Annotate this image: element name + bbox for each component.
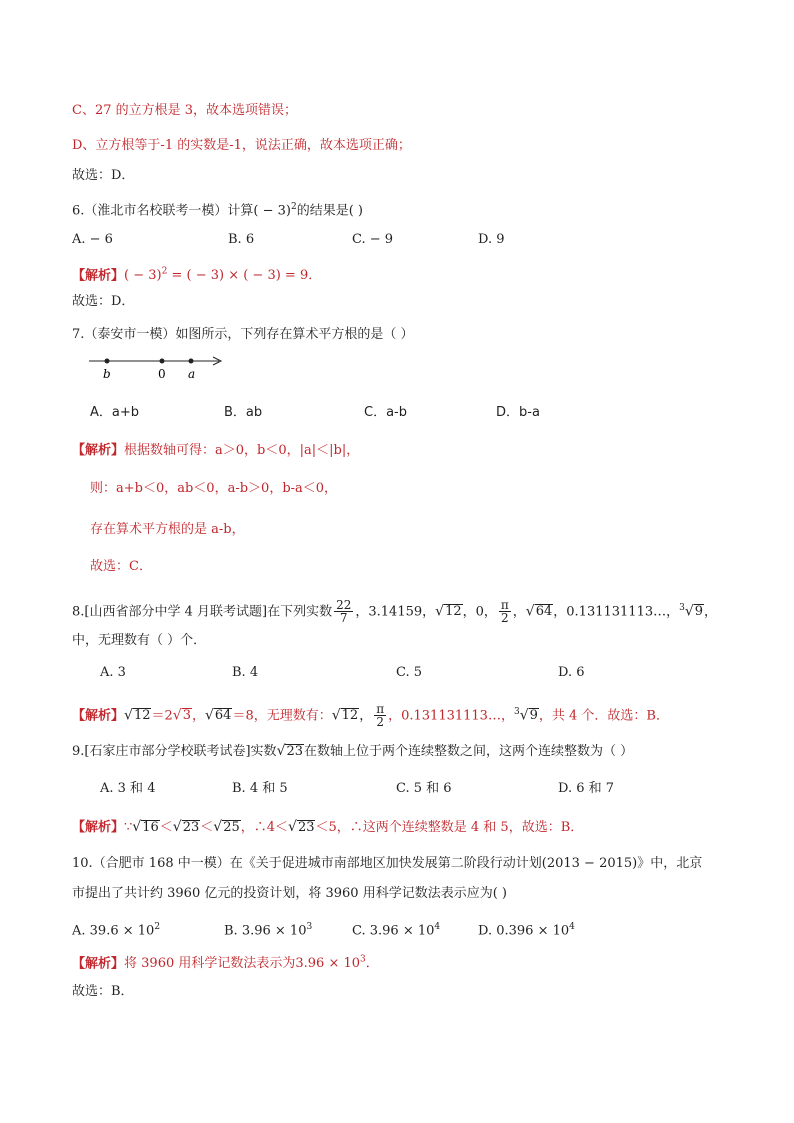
q9-option-a: A. 3 和 4 [100,781,156,796]
question-8-cont: 中，无理数有（ ）个． [72,633,207,648]
q10-option-d: D. $0.396 \times 10^4$ [478,922,575,939]
q7-solution-3: 存在算术平方根的是 a-b， [90,522,245,537]
q8-option-d: D. 6 [558,665,585,680]
solution-tag: 【解析】 [72,268,125,284]
q8-option-a: A. 3 [100,665,126,680]
number-line-figure [85,352,235,382]
question-10-cont: 市提出了共计约 3960 亿元的投资计划，将 3960 用科学记数法表示应为( ) [72,886,507,901]
q10-option-b: B. $3.96 \times 10^3$ [224,922,313,939]
q9-option-b: B. 4 和 5 [232,781,288,796]
question-10: 10.（合肥市 168 中一模）在《关于促进城市南部地区加快发展第二阶段行动计划(2013 − 2015)》中，北京 [72,856,703,871]
option-c-explanation: C、27 的立方根是 3，故本选项错误； [72,103,298,118]
numline-label-a: a [188,367,196,381]
q9-option-d: D. 6 和 7 [558,781,615,796]
q6-option-c: C. − 9 [352,232,394,247]
q7-option-d: D．b-a [496,405,540,420]
q7-solution-2: 则：a+b＜0，ab＜0，a-b＞0，b-a＜0， [90,481,338,496]
q10-solution: 【解析】将 3960 用科学记数法表示为$3.96 \times 10^3$． [72,955,379,972]
q7-option-b: B．ab [224,405,263,420]
question-9: 9.[石家庄市部分学校联考试卷]实数√23在数轴上位于两个连续整数之间，这两个连续整数为（ ） [72,743,634,759]
q8-solution: 【解析】√12＝2√3，√64＝8，无理数有：√12， $\frac{\pi}{2}$ ，0.131131113…，$^3$√9，共 4 个．故选：B． [72,702,669,730]
answer-line: 故选：D． [72,168,135,183]
option-d-explanation: D、立方根等于-1 的实数是-1，说法正确，故本选项正确； [72,138,411,153]
question-7: 7.（泰安市一模）如图所示，下列存在算术平方根的是（ ） [72,327,414,342]
q8-option-c: C. 5 [396,665,423,680]
q10-option-c: C. $3.96 \times 10^4$ [352,922,441,939]
q7-option-a: A．a+b [90,405,140,420]
q7-answer: 故选：C． [90,559,152,574]
q6-option-a: A. − 6 [72,232,113,247]
question-8: 8.[山西省部分中学 4 月联考试题]在下列实数 $\frac{22}{7}$ ，3.14159，√12，0， $\frac{\pi}{2}$ ，√64，0.131131113…，$^3$√9， [72,598,718,626]
q6-answer: 故选：D． [72,294,135,309]
question-6: 6.（淮北市名校联考一模）计算( − 3)$^2$的结果是( ) [72,202,363,219]
q6-option-b: B. 6 [228,232,255,247]
q8-option-b: B. 4 [232,665,259,680]
q9-option-c: C. 5 和 6 [396,781,452,796]
numline-label-0: 0 [158,367,166,381]
q7-solution: 【解析】根据数轴可得：a＞0，b＜0，|a|＜|b|， [72,443,360,458]
q6-option-d: D. 9 [478,232,505,247]
q10-option-a: A. $39.6 \times 10^2$ [72,922,161,939]
q9-solution: 【解析】∵√16＜√23＜√25，∴4＜√23＜5，∴这两个连续整数是 4 和 5，故选：B． [72,819,584,835]
q6-solution: 【解析】( − 3)$^2$ = ( − 3) × ( − 3) = 9． [72,267,322,284]
q7-option-c: C．a-b [364,405,407,420]
numline-label-b: b [103,367,111,381]
q10-answer: 故选：B． [72,984,134,999]
